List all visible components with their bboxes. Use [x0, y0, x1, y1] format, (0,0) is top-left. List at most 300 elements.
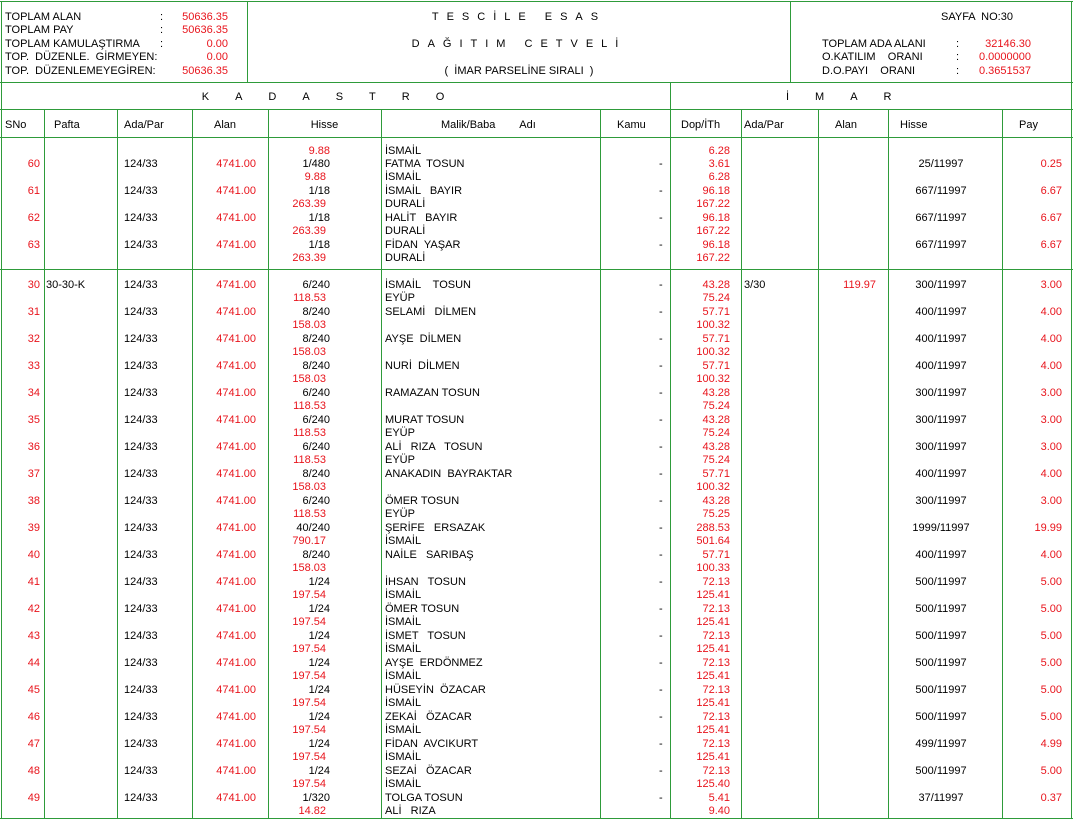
cell-alan: 4741.00	[216, 738, 256, 750]
cell-malik: TOLGA TOSUN	[385, 792, 463, 804]
cell-pay: 5.00	[1040, 576, 1062, 588]
cell-dop: 57.71	[702, 468, 730, 480]
cell-sno: 32	[27, 333, 40, 345]
dopayi-value: 0.3651537	[979, 65, 1031, 77]
cell-dop2: 100.32	[696, 346, 730, 358]
table-row	[0, 522, 1073, 549]
cell-ihisse: 500/11997	[915, 711, 967, 723]
cell-hisse: 8/240	[302, 333, 330, 345]
cell-dop2: 100.32	[696, 481, 730, 493]
summary-label: TOPLAM KAMULAŞTIRMA	[5, 38, 140, 50]
cell-dop: 72.13	[702, 765, 730, 777]
cell-alan: 4741.00	[216, 792, 256, 804]
cell-sno: 42	[27, 603, 40, 615]
cell-malik: HALİT BAYIR	[385, 212, 458, 224]
cell-hisse: 1/24	[308, 684, 330, 696]
cell-alan: 4741.00	[216, 711, 256, 723]
cell-kamu: -	[659, 387, 663, 399]
cell-sno: 39	[27, 522, 40, 534]
table-row	[0, 603, 1073, 630]
cell-hisse2: 263.39	[292, 198, 326, 210]
cell-hisse2: 158.03	[292, 319, 326, 331]
cell-adapar: 124/33	[124, 279, 158, 291]
cell-hisse: 1/18	[308, 185, 330, 197]
cell-malik: ZEKAİ ÖZACAR	[385, 711, 472, 723]
cell-hisse2: 158.03	[292, 562, 326, 574]
table-row	[0, 738, 1073, 765]
cell-hisse: 6/240	[302, 387, 330, 399]
cell-dop2: 9.40	[708, 805, 730, 817]
cell-dop2: 75.24	[702, 454, 730, 466]
cell-dop2: 125.41	[696, 670, 730, 682]
cell-adapar: 124/33	[124, 711, 158, 723]
table-row	[0, 387, 1073, 414]
cell-adapar: 124/33	[124, 603, 158, 615]
summary-value: 50636.35	[182, 11, 228, 23]
cell-kamu: -	[659, 279, 663, 291]
col-header-kamu: Kamu	[617, 119, 646, 131]
cell-kamu: -	[659, 603, 663, 615]
cell-malik: RAMAZAN TOSUN	[385, 387, 480, 399]
cell-kamu: -	[659, 495, 663, 507]
cell-alan: 4741.00	[216, 212, 256, 224]
cell-hisse: 1/24	[308, 630, 330, 642]
cell-adapar: 124/33	[124, 765, 158, 777]
lead-malik: İSMAİL	[385, 145, 422, 157]
col-header-imar-adapar: Ada/Par	[744, 119, 784, 131]
cell-ihisse: 500/11997	[915, 657, 967, 669]
cell-malik: FATMA TOSUN	[385, 158, 465, 170]
table-row	[0, 711, 1073, 738]
cell-adapar: 124/33	[124, 333, 158, 345]
cell-malik: NURİ DİLMEN	[385, 360, 460, 372]
summary-label: TOP. DÜZENLEMEYEGİREN:	[5, 65, 156, 77]
cell-hisse2: 197.54	[292, 751, 326, 763]
cell-kamu: -	[659, 212, 663, 224]
cell-dop2: 501.64	[696, 535, 730, 547]
summary-value: 0.00	[206, 38, 228, 50]
cell-pay: 5.00	[1040, 603, 1062, 615]
cell-malik2: İSMAİL	[385, 535, 422, 547]
cell-dop: 57.71	[702, 360, 730, 372]
table-row	[0, 468, 1073, 495]
cell-dop2: 75.25	[702, 508, 730, 520]
cell-sno: 34	[27, 387, 40, 399]
cell-ihisse: 500/11997	[915, 684, 967, 696]
cell-malik: SELAMİ DİLMEN	[385, 306, 477, 318]
cell-malik2: EYÜP	[385, 292, 415, 304]
cell-alan: 4741.00	[216, 657, 256, 669]
cell-sno: 62	[27, 212, 40, 224]
cell-sno: 41	[27, 576, 40, 588]
col-header-sno: SNo	[5, 119, 27, 131]
cell-malik: SEZAİ ÖZACAR	[385, 765, 472, 777]
cell-dop2: 100.32	[696, 373, 730, 385]
cell-dop: 72.13	[702, 603, 730, 615]
cell-hisse2: 197.54	[292, 616, 326, 628]
cell-alan: 4741.00	[216, 414, 256, 426]
cell-ihisse: 667/11997	[915, 239, 967, 251]
cell-ihisse: 500/11997	[915, 630, 967, 642]
cell-kamu: -	[659, 333, 663, 345]
summary-value: 50636.35	[182, 65, 228, 77]
cell-malik: ŞERİFE ERSAZAK	[385, 522, 486, 534]
cell-adapar: 124/33	[124, 387, 158, 399]
ada-value: 32146.30	[985, 38, 1031, 50]
border-header-bottom	[0, 82, 1073, 83]
cell-hisse2: 263.39	[292, 252, 326, 264]
cell-alan: 4741.00	[216, 333, 256, 345]
cell-alan: 4741.00	[216, 468, 256, 480]
cell-adapar: 124/33	[124, 792, 158, 804]
cell-malik: ANAKADIN BAYRAKTAR	[385, 468, 513, 480]
cell-malik2: İSMAİL	[385, 751, 422, 763]
cell-ihisse: 667/11997	[915, 185, 967, 197]
ada-label: TOPLAM ADA ALANI	[822, 38, 926, 50]
cell-malik: ÖMER TOSUN	[385, 603, 460, 615]
cell-pay: 4.00	[1040, 360, 1062, 372]
cell-hisse: 1/24	[308, 603, 330, 615]
table-row	[0, 360, 1073, 387]
cell-hisse2: 158.03	[292, 481, 326, 493]
cell-kamu: -	[659, 468, 663, 480]
cell-ihisse: 300/11997	[915, 441, 967, 453]
cell-adapar: 124/33	[124, 549, 158, 561]
cell-kamu: -	[659, 576, 663, 588]
cell-hisse: 1/480	[302, 158, 330, 170]
cell-adapar: 124/33	[124, 657, 158, 669]
cell-malik: ALİ RIZA TOSUN	[385, 441, 483, 453]
cell-hisse2: 118.53	[293, 508, 326, 520]
cell-malik: FİDAN YAŞAR	[385, 239, 461, 251]
cell-pay: 4.00	[1040, 549, 1062, 561]
cell-adapar: 124/33	[124, 684, 158, 696]
block-divider	[0, 269, 1073, 270]
cell-malik: İSMAİL BAYIR	[385, 185, 463, 197]
cell-dop: 43.28	[702, 387, 730, 399]
cell-ihisse: 500/11997	[915, 576, 967, 588]
cell-malik2: İSMAİL	[385, 724, 422, 736]
border-section-bottom	[0, 109, 1073, 110]
cell-dop: 57.71	[702, 333, 730, 345]
cell-dop: 96.18	[702, 185, 730, 197]
cell-pay: 5.00	[1040, 711, 1062, 723]
cell-alan: 4741.00	[216, 630, 256, 642]
summary-colon: :	[160, 24, 164, 36]
cell-kamu: -	[659, 158, 663, 170]
cell-pay: 4.00	[1040, 468, 1062, 480]
page-number: SAYFA NO:30	[941, 11, 1013, 23]
cell-sno: 35	[27, 414, 40, 426]
cell-sno: 61	[27, 185, 40, 197]
katilim-colon: :	[956, 51, 960, 63]
cell-dop: 5.41	[708, 792, 730, 804]
cell-dop: 43.28	[702, 414, 730, 426]
table-row	[0, 306, 1073, 333]
col-header-imar-alan: Alan	[835, 119, 858, 131]
summary-colon: :	[160, 38, 164, 50]
table-row	[0, 630, 1073, 657]
cell-alan: 4741.00	[216, 522, 256, 534]
cell-malik: MURAT TOSUN	[385, 414, 465, 426]
cell-adapar: 124/33	[124, 522, 158, 534]
cell-dop: 72.13	[702, 738, 730, 750]
cell-sno: 31	[27, 306, 40, 318]
cell-kamu: -	[659, 185, 663, 197]
cell-pay: 5.00	[1040, 765, 1062, 777]
cell-hisse: 6/240	[302, 441, 330, 453]
cell-kamu: -	[659, 738, 663, 750]
cell-ihisse: 667/11997	[915, 212, 967, 224]
cell-hisse: 6/240	[302, 414, 330, 426]
cell-adapar: 124/33	[124, 630, 158, 642]
cell-ihisse: 499/11997	[915, 738, 967, 750]
cell-hisse2: 14.82	[298, 805, 326, 817]
cell-adapar: 124/33	[124, 576, 158, 588]
cell-sno: 47	[27, 738, 40, 750]
cell-hisse2: 118.53	[293, 292, 326, 304]
table-row	[0, 549, 1073, 576]
cell-pay: 6.67	[1040, 212, 1062, 224]
col-header-adapar: Ada/Par	[124, 119, 164, 131]
table-row	[0, 792, 1073, 819]
table-row	[0, 495, 1073, 522]
cell-alan: 4741.00	[216, 549, 256, 561]
cell-malik2: DURALİ	[385, 225, 426, 237]
header-divider-right	[790, 1, 791, 83]
cell-adapar: 124/33	[124, 185, 158, 197]
cell-ialan: 119.97	[843, 279, 876, 291]
cell-dop2: 75.24	[702, 427, 730, 439]
cell-dop: 72.13	[702, 630, 730, 642]
cell-dop: 43.28	[702, 441, 730, 453]
section-imar: İMAR	[786, 91, 918, 103]
cell-dop2: 125.41	[696, 589, 730, 601]
cell-hisse: 8/240	[302, 549, 330, 561]
cell-dop2: 167.22	[696, 252, 730, 264]
table-row	[0, 576, 1073, 603]
cell-dop2: 125.41	[696, 616, 730, 628]
cell-pay: 4.00	[1040, 306, 1062, 318]
cell-dop2: 167.22	[696, 198, 730, 210]
cell-dop: 57.71	[702, 306, 730, 318]
cell-hisse2: 9.88	[304, 171, 326, 183]
cell-adapar: 124/33	[124, 239, 158, 251]
cell-alan: 4741.00	[216, 684, 256, 696]
cell-sno: 36	[27, 441, 40, 453]
header-divider-left	[247, 1, 248, 83]
cell-malik: NAİLE SARIBAŞ	[385, 549, 474, 561]
table-row	[0, 185, 1073, 212]
cell-pay: 3.00	[1040, 279, 1062, 291]
cell-hisse: 6/240	[302, 495, 330, 507]
cell-dop: 57.71	[702, 549, 730, 561]
cell-hisse2: 118.53	[293, 400, 326, 412]
cell-alan: 4741.00	[216, 185, 256, 197]
cell-kamu: -	[659, 684, 663, 696]
cell-sno: 63	[27, 239, 40, 251]
cell-malik: AYŞE ERDÖNMEZ	[385, 657, 483, 669]
cell-dop: 72.13	[702, 684, 730, 696]
cell-alan: 4741.00	[216, 360, 256, 372]
cell-dop2: 100.33	[696, 562, 730, 574]
cell-dop: 72.13	[702, 711, 730, 723]
cell-sno: 30	[27, 279, 40, 291]
table-row	[0, 441, 1073, 468]
summary-label: TOPLAM PAY	[5, 24, 74, 36]
cell-dop2: 125.41	[696, 751, 730, 763]
cell-hisse: 1/320	[302, 792, 330, 804]
cell-iadapar: 3/30	[744, 279, 766, 291]
cell-pay: 5.00	[1040, 684, 1062, 696]
cell-hisse: 1/18	[308, 212, 330, 224]
cell-dop2: 125.41	[696, 697, 730, 709]
cell-ihisse: 400/11997	[915, 468, 967, 480]
cell-malik2: İSMAİL	[385, 697, 422, 709]
cell-sno: 43	[27, 630, 40, 642]
cell-malik: İHSAN TOSUN	[385, 576, 466, 588]
dopayi-label: D.O.PAYI ORANI	[822, 65, 916, 77]
cell-alan: 4741.00	[216, 603, 256, 615]
cell-dop2: 125.41	[696, 724, 730, 736]
cell-dop2: 75.24	[702, 292, 730, 304]
cell-dop: 72.13	[702, 576, 730, 588]
cell-malik2: ALİ RIZA	[385, 805, 436, 817]
cell-hisse: 40/240	[296, 522, 330, 534]
cell-hisse2: 118.53	[293, 454, 326, 466]
cell-malik: İSMAİL TOSUN	[385, 279, 471, 291]
cell-dop2: 125.40	[696, 778, 730, 790]
cell-ihisse: 300/11997	[915, 279, 967, 291]
cell-malik2: EYÜP	[385, 508, 415, 520]
cell-ihisse: 400/11997	[915, 333, 967, 345]
cell-hisse: 1/24	[308, 738, 330, 750]
cell-dop2: 100.32	[696, 319, 730, 331]
cell-sno: 38	[27, 495, 40, 507]
table-row	[0, 158, 1073, 185]
cell-dop: 288.53	[696, 522, 730, 534]
cell-hisse2: 197.54	[292, 589, 326, 601]
cell-malik2: İSMAİL	[385, 670, 422, 682]
lead-hisse: 9.88	[308, 145, 330, 157]
cell-kamu: -	[659, 414, 663, 426]
cell-sno: 46	[27, 711, 40, 723]
cell-hisse: 1/24	[308, 765, 330, 777]
cell-dop: 43.28	[702, 279, 730, 291]
cell-alan: 4741.00	[216, 441, 256, 453]
cell-hisse: 6/240	[302, 279, 330, 291]
cell-pay: 4.99	[1040, 738, 1062, 750]
cell-ihisse: 300/11997	[915, 387, 967, 399]
summary-label: TOPLAM ALAN	[5, 11, 82, 23]
cell-malik2: İSMAİL	[385, 643, 422, 655]
dopayi-colon: :	[956, 65, 960, 77]
cell-sno: 45	[27, 684, 40, 696]
section-kadastro: KADASTRO	[201, 91, 471, 103]
cell-dop2: 6.28	[708, 171, 730, 183]
cell-alan: 4741.00	[216, 239, 256, 251]
cell-kamu: -	[659, 765, 663, 777]
cell-ihisse: 37/11997	[918, 792, 964, 804]
cell-dop2: 167.22	[696, 225, 730, 237]
cell-dop2: 125.41	[696, 643, 730, 655]
cell-ihisse: 500/11997	[915, 603, 967, 615]
cell-alan: 4741.00	[216, 495, 256, 507]
cell-pay: 19.99	[1034, 522, 1062, 534]
cell-hisse: 8/240	[302, 468, 330, 480]
cell-pay: 5.00	[1040, 630, 1062, 642]
cell-ihisse: 300/11997	[915, 495, 967, 507]
summary-colon: :	[160, 11, 164, 23]
cell-kamu: -	[659, 441, 663, 453]
cell-hisse2: 263.39	[292, 225, 326, 237]
cell-kamu: -	[659, 711, 663, 723]
cell-alan: 4741.00	[216, 765, 256, 777]
cell-sno: 33	[27, 360, 40, 372]
cell-pay: 0.25	[1040, 158, 1062, 170]
cell-hisse: 1/18	[308, 239, 330, 251]
cell-kamu: -	[659, 306, 663, 318]
cell-hisse2: 197.54	[292, 643, 326, 655]
cell-adapar: 124/33	[124, 495, 158, 507]
cell-kamu: -	[659, 657, 663, 669]
table-row	[0, 333, 1073, 360]
cell-malik2: DURALİ	[385, 198, 426, 210]
cell-malik2: İSMAİL	[385, 616, 422, 628]
table-row	[0, 765, 1073, 792]
cell-alan: 4741.00	[216, 387, 256, 399]
cell-sno: 40	[27, 549, 40, 561]
cell-ihisse: 400/11997	[915, 306, 967, 318]
cell-ihisse: 25/11997	[918, 158, 964, 170]
cell-pafta: 30-30-K	[46, 279, 86, 291]
cell-hisse2: 197.54	[292, 724, 326, 736]
cell-kamu: -	[659, 792, 663, 804]
table-row	[0, 212, 1073, 239]
cell-malik: AYŞE DİLMEN	[385, 333, 462, 345]
cell-dop2: 75.24	[702, 400, 730, 412]
border-top	[0, 1, 1073, 2]
cell-adapar: 124/33	[124, 468, 158, 480]
cell-kamu: -	[659, 239, 663, 251]
cell-hisse: 1/24	[308, 711, 330, 723]
cell-adapar: 124/33	[124, 441, 158, 453]
col-header-dop: Dop/İTh	[681, 119, 721, 131]
cell-adapar: 124/33	[124, 414, 158, 426]
col-header-hisse: Hisse	[310, 119, 339, 131]
cell-hisse: 8/240	[302, 306, 330, 318]
cell-adapar: 124/33	[124, 306, 158, 318]
cell-malik2: EYÜP	[385, 454, 415, 466]
cell-sno: 48	[27, 765, 40, 777]
cell-malik: ÖMER TOSUN	[385, 495, 460, 507]
cell-hisse2: 197.54	[292, 697, 326, 709]
cell-dop: 43.28	[702, 495, 730, 507]
table-row	[0, 239, 1073, 266]
col-header-alan: Alan	[214, 119, 237, 131]
title-line-1: TESCİLE ESAS	[431, 11, 607, 23]
cell-ihisse: 500/11997	[915, 765, 967, 777]
summary-label: TOP. DÜZENLE. GİRMEYEN:	[5, 51, 158, 63]
cell-kamu: -	[659, 549, 663, 561]
cell-adapar: 124/33	[124, 360, 158, 372]
cell-alan: 4741.00	[216, 279, 256, 291]
cell-hisse2: 158.03	[292, 373, 326, 385]
cell-hisse2: 197.54	[292, 778, 326, 790]
cell-malik2: EYÜP	[385, 427, 415, 439]
cell-kamu: -	[659, 522, 663, 534]
katilim-value: 0.0000000	[979, 51, 1031, 63]
